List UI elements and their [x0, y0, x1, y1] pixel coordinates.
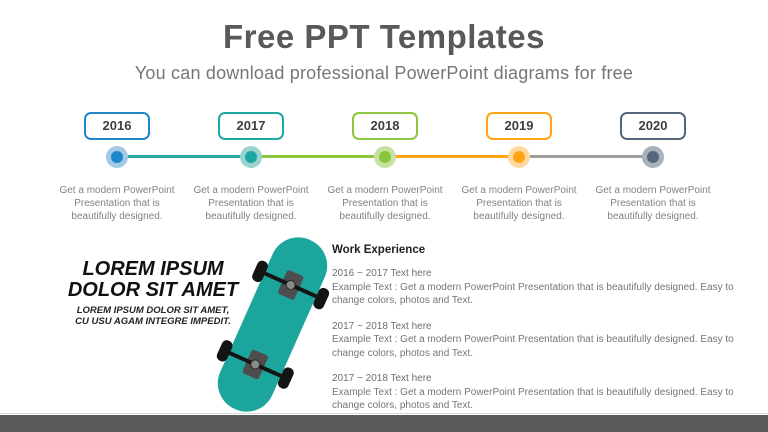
page-subtitle: You can download professional PowerPoint diagrams for free [134, 63, 634, 83]
timeline-description-2017: Get a modern PowerPoint Presentation that is beautifully designed. [193, 185, 309, 222]
timeline-dot-core [647, 151, 659, 163]
lorem-subtitle-line1: LOREM IPSUM DOLOR SIT AMET, [76, 305, 230, 316]
work-experience-heading: Work Experience [332, 244, 426, 256]
lorem-title-line1: LOREM IPSUM [82, 258, 224, 280]
experience-entry [332, 372, 762, 413]
experience-text: Example Text : Get a modern PowerPoint Presentation that is beautifully designed. Easy to change colors, photos and Text. [332, 281, 734, 306]
year-label-2019: 2019 [486, 112, 552, 140]
experience-period: 2016 ~ 2017 Text here [332, 268, 432, 279]
page-title: Free PPT Templates [222, 18, 545, 55]
experience-entry [332, 267, 762, 308]
timeline-item-2016 [50, 112, 184, 242]
timeline-dot-2018 [374, 146, 396, 168]
timeline-description-2019: Get a modern PowerPoint Presentation that is beautifully designed. [461, 185, 577, 222]
skateboard-wheel [276, 366, 295, 391]
timeline-dot-core [245, 151, 257, 163]
timeline-dot-2020 [642, 146, 664, 168]
experience-period: 2017 ~ 2018 Text here [332, 320, 432, 332]
footer-bar [0, 415, 768, 432]
lorem-text-block [53, 259, 253, 327]
year-label-2017: 2017 [218, 112, 284, 140]
timeline-columns [50, 112, 720, 242]
work-experience-section [332, 244, 762, 425]
lorem-title-line2: DOLOR SIT AMET [67, 279, 239, 301]
lorem-subtitle [53, 305, 253, 327]
skateboard-wheel [311, 286, 330, 311]
timeline-item-2017 [184, 112, 318, 242]
experience-text: Example Text : Get a modern PowerPoint Presentation that is beautifully designed. Easy to change colors, photos and Text. [332, 334, 734, 359]
year-label-2020: 2020 [620, 112, 686, 140]
experience-entry [332, 320, 762, 361]
timeline-description-2020: Get a modern PowerPoint Presentation that is beautifully designed. [595, 185, 711, 222]
footer-divider [0, 413, 768, 414]
timeline-dot-2017 [240, 146, 262, 168]
timeline-dot-2016 [106, 146, 128, 168]
timeline-item-2020 [586, 112, 720, 242]
timeline-description-2018: Get a modern PowerPoint Presentation that is beautifully designed. [327, 185, 443, 222]
timeline [50, 112, 720, 242]
timeline-item-2019 [452, 112, 586, 242]
timeline-dot-2019 [508, 146, 530, 168]
timeline-item-2018 [318, 112, 452, 242]
experience-text: Example Text : Get a modern PowerPoint Presentation that is beautifully designed. Easy to change colors, photos and Text. [332, 386, 734, 411]
timeline-dot-core [513, 151, 525, 163]
experience-period: 2017 ~ 2018 Text here [332, 373, 432, 384]
year-label-2018: 2018 [352, 112, 418, 140]
year-label-2016: 2016 [84, 112, 150, 140]
lorem-subtitle-line2: CU USU AGAM INTEGRE IMPEDIT. [75, 316, 231, 327]
timeline-dot-core [379, 151, 391, 163]
timeline-description-2016: Get a modern PowerPoint Presentation that is beautifully designed. [59, 185, 175, 222]
timeline-dot-core [111, 151, 123, 163]
